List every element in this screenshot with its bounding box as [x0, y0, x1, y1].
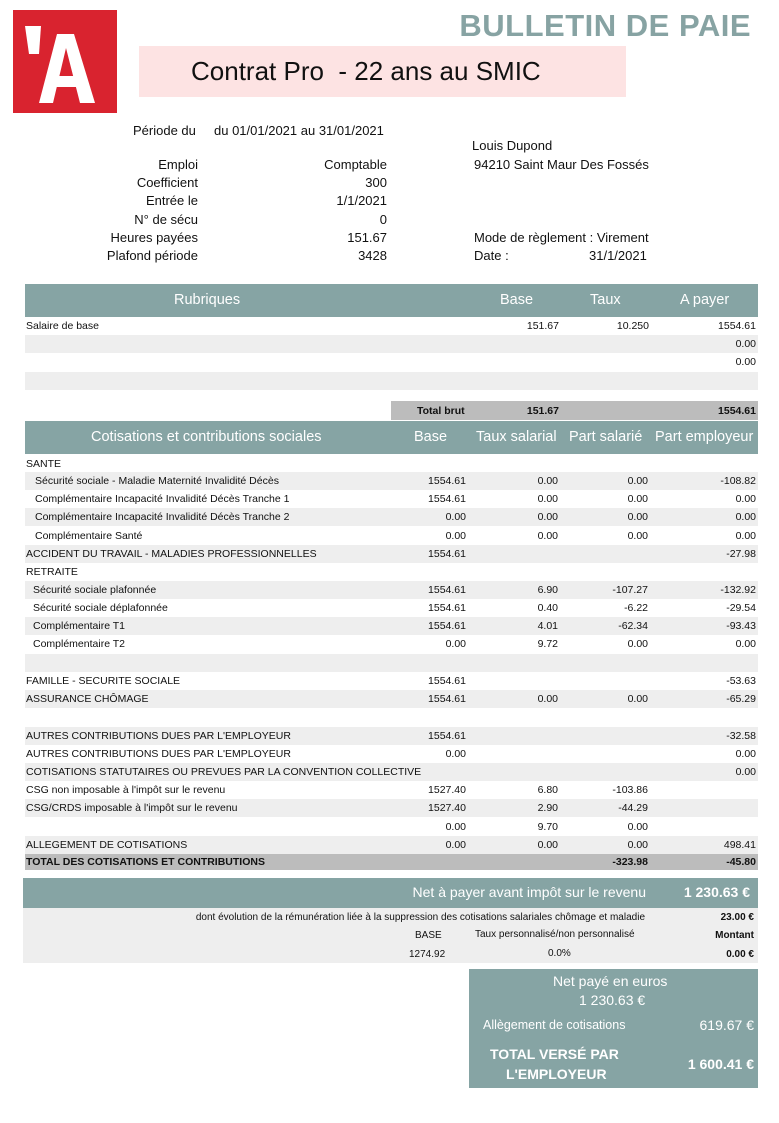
cotisation-label: Complémentaire Incapacité Invalidité Décès Tranche 2 [35, 511, 290, 523]
cotisation-part-employeur: -27.98 [726, 548, 756, 560]
cotisation-row [25, 799, 758, 817]
cotisation-row [25, 672, 758, 690]
cotisation-part-employeur: -29.54 [726, 602, 756, 614]
cotisation-row [25, 690, 758, 708]
cotisations-header-part-employeur: Part employeur [655, 429, 754, 445]
field-value-plafond: 3428 [358, 248, 387, 263]
periode-label: Période du [133, 123, 196, 138]
cotisation-part-salarie: 0.00 [627, 638, 648, 650]
pas-montant-label: Montant [715, 930, 754, 941]
cotisation-part-employeur: 0.00 [735, 511, 756, 523]
cotisation-part-salarie: -103.86 [612, 784, 648, 796]
cotisation-label: AUTRES CONTRIBUTIONS DUES PAR L'EMPLOYEUR [26, 730, 291, 742]
cotisation-part-salarie: 0.00 [627, 475, 648, 487]
cotisation-part-salarie: 0.00 [627, 530, 648, 542]
cotisation-part-employeur: 498.41 [723, 839, 756, 851]
cotisation-base: 0.00 [445, 839, 466, 851]
cotisation-base: 0.00 [445, 821, 466, 833]
cotisation-row [25, 599, 758, 617]
net-avant-impot-label: Net à payer avant impôt sur le revenu [412, 884, 646, 900]
employee-name: Louis Dupond [472, 138, 553, 153]
cotisation-taux-salarial: 6.90 [537, 584, 558, 596]
total-cotisations-part-employeur: -45.80 [726, 856, 756, 868]
cotisation-taux-salarial: 0.00 [537, 530, 558, 542]
cotisation-label: Sécurité sociale plafonnée [33, 584, 157, 596]
cotisation-part-salarie: -107.27 [612, 584, 648, 596]
evolution-label: dont évolution de la rémunération liée à la suppression des cotisations salariales chômage et maladie [195, 912, 645, 923]
field-value-entree: 1/1/2021 [336, 193, 387, 208]
field-value-coefficient: 300 [365, 175, 387, 190]
cotisation-part-employeur: -65.29 [726, 693, 756, 705]
cotisation-part-salarie: -44.29 [618, 802, 648, 814]
cotisation-row [25, 708, 758, 726]
cotisation-part-employeur: 0.00 [735, 530, 756, 542]
cotisation-base: 1554.61 [428, 602, 466, 614]
cotisation-label: Sécurité sociale - Maladie Maternité Invalidité Décès [35, 475, 279, 487]
rubriques-header-base: Base [500, 292, 534, 308]
cotisations-header-title: Cotisations et contributions sociales [91, 429, 322, 445]
cotisation-base: 1527.40 [428, 784, 466, 796]
net-avant-impot-band [23, 878, 758, 908]
cotisation-taux-salarial: 0.00 [537, 475, 558, 487]
cotisation-label: ACCIDENT DU TRAVAIL - MALADIES PROFESSIONNELLES [26, 548, 317, 560]
logo-letter-a-icon [13, 10, 117, 113]
cotisation-base: 0.00 [445, 511, 466, 523]
rubrique-apayer: 0.00 [735, 356, 756, 368]
rubriques-header-apayer: A payer [680, 292, 730, 308]
pas-area [23, 908, 758, 963]
pas-taux-value: 0.0% [548, 948, 571, 959]
cotisation-taux-salarial: 6.80 [537, 784, 558, 796]
cotisation-row [25, 617, 758, 635]
cotisation-base: 0.00 [445, 530, 466, 542]
cotisation-row [25, 581, 758, 599]
cotisation-label: FAMILLE - SECURITE SOCIALE [26, 675, 181, 687]
cotisation-taux-salarial: 0.00 [537, 839, 558, 851]
rubriques-header [25, 284, 758, 317]
cotisations-header-part-salarie: Part salarié [569, 429, 643, 445]
contract-title: Contrat Pro - 22 ans au SMIC [139, 46, 626, 97]
allegement-value: 619.67 € [699, 1017, 754, 1033]
cotisations-header [25, 421, 758, 454]
cotisation-row [25, 781, 758, 799]
cotisation-row [25, 818, 758, 836]
total-brut-row [391, 401, 758, 420]
pas-taux-label: Taux personnalisé/non personnalisé [475, 929, 635, 940]
rubrique-row [25, 335, 758, 353]
cotisation-row [25, 508, 758, 526]
rubrique-row [25, 317, 758, 335]
field-label-plafond: Plafond période [106, 248, 198, 263]
cotisation-base: 1554.61 [428, 475, 466, 487]
cotisation-row [25, 727, 758, 745]
cotisation-part-employeur: 0.00 [735, 493, 756, 505]
total-brut-apayer: 1554.61 [718, 405, 756, 417]
field-label-entree: Entrée le [145, 193, 198, 208]
cotisation-part-salarie: 0.00 [627, 693, 648, 705]
pas-base-value: 1274.92 [409, 949, 446, 960]
cotisation-label: AUTRES CONTRIBUTIONS DUES PAR L'EMPLOYEUR [26, 748, 291, 760]
cotisation-label: Complémentaire Incapacité Invalidité Décès Tranche 1 [35, 493, 290, 505]
cotisation-part-employeur: 0.00 [735, 638, 756, 650]
field-value-heures: 151.67 [347, 230, 387, 245]
rubrique-taux: 10.250 [616, 320, 649, 332]
rubriques-header-taux: Taux [590, 292, 621, 308]
cotisation-base: 1527.40 [428, 802, 466, 814]
field-value-secu: 0 [379, 212, 387, 227]
cotisation-part-salarie: 0.00 [627, 821, 648, 833]
date-value: 31/1/2021 [589, 248, 647, 263]
cotisation-label: COTISATIONS STATUTAIRES OU PREVUES PAR LA CONVENTION COLLECTIVE [26, 766, 422, 778]
rubrique-apayer: 0.00 [735, 338, 756, 350]
cotisation-label: Complémentaire T1 [33, 620, 126, 632]
cotisations-header-base: Base [414, 429, 448, 445]
cotisation-label: Complémentaire Santé [35, 530, 143, 542]
cotisation-base: 1554.61 [428, 584, 466, 596]
cotisation-label: RETRAITE [26, 566, 78, 578]
cotisation-taux-salarial: 9.70 [537, 821, 558, 833]
rubrique-apayer: 1554.61 [718, 320, 756, 332]
cotisation-base: 0.00 [445, 748, 466, 760]
field-label-heures: Heures payées [110, 230, 198, 245]
cotisation-part-salarie: -62.34 [618, 620, 648, 632]
total-brut-base: 151.67 [526, 405, 559, 417]
cotisation-label: ASSURANCE CHÔMAGE [26, 693, 149, 705]
cotisation-row [25, 563, 758, 581]
cotisation-part-employeur: 0.00 [735, 766, 756, 778]
pas-base-label: BASE [415, 930, 442, 941]
rubrique-label: Salaire de base [26, 320, 99, 332]
cotisation-base: 1554.61 [428, 493, 466, 505]
cotisation-taux-salarial: 2.90 [537, 802, 558, 814]
cotisation-label: Complémentaire T2 [33, 638, 126, 650]
cotisations-header-taux: Taux salarial [476, 429, 557, 445]
cotisation-label: ALLEGEMENT DE COTISATIONS [26, 839, 188, 851]
cotisation-base: 1554.61 [428, 730, 466, 742]
cotisation-part-salarie: -6.22 [624, 602, 648, 614]
field-value-emploi: Comptable [324, 157, 387, 172]
cotisation-label: CSG non imposable à l'impôt sur le revenu [26, 784, 226, 796]
cotisation-base: 1554.61 [428, 620, 466, 632]
total-verse-line1: TOTAL VERSÉ PAR [490, 1046, 619, 1062]
pas-montant-value: 0.00 € [726, 949, 754, 960]
total-cotisations-row [25, 854, 758, 870]
cotisation-label: CSG/CRDS imposable à l'impôt sur le revenu [26, 802, 238, 814]
cotisation-row [25, 527, 758, 545]
field-label-secu: N° de sécu [134, 212, 198, 227]
total-verse-line2: L'EMPLOYEUR [506, 1066, 607, 1082]
cotisation-taux-salarial: 0.00 [537, 693, 558, 705]
payment-mode: Mode de règlement : Virement [474, 230, 649, 245]
periode-value: du 01/01/2021 au 31/01/2021 [214, 123, 384, 138]
cotisation-row [25, 654, 758, 672]
date-label: Date : [474, 248, 509, 263]
cotisation-row [25, 455, 758, 473]
cotisation-base: 1554.61 [428, 548, 466, 560]
field-label-emploi: Emploi [158, 157, 198, 172]
cotisation-label: Sécurité sociale déplafonnée [33, 602, 168, 614]
cotisation-base: 1554.61 [428, 675, 466, 687]
cotisation-taux-salarial: 9.72 [537, 638, 558, 650]
company-logo [13, 10, 117, 113]
cotisation-row [25, 763, 758, 781]
employee-city: 94210 Saint Maur Des Fossés [474, 157, 649, 172]
cotisation-part-salarie: 0.00 [627, 839, 648, 851]
cotisation-part-employeur: -32.58 [726, 730, 756, 742]
field-label-coefficient: Coefficient [136, 175, 198, 190]
cotisation-part-employeur: -108.82 [720, 475, 756, 487]
cotisation-taux-salarial: 0.00 [537, 511, 558, 523]
cotisation-part-salarie: 0.00 [627, 493, 648, 505]
cotisation-row [25, 472, 758, 490]
rubrique-row [25, 372, 758, 390]
total-brut-label: Total brut [417, 405, 465, 417]
cotisation-base: 0.00 [445, 638, 466, 650]
cotisation-label: SANTE [26, 458, 62, 470]
rubrique-base: 151.67 [526, 320, 559, 332]
total-cotisations-part-salarie: -323.98 [612, 856, 648, 868]
cotisation-part-employeur: -93.43 [726, 620, 756, 632]
cotisation-base: 1554.61 [428, 693, 466, 705]
evolution-value: 23.00 € [720, 912, 754, 923]
total-cotisations-label: TOTAL DES COTISATIONS ET CONTRIBUTIONS [26, 856, 265, 868]
document-title: BULLETIN DE PAIE [459, 8, 751, 43]
summary-box [469, 969, 758, 1088]
cotisation-part-salarie: 0.00 [627, 511, 648, 523]
cotisation-taux-salarial: 4.01 [537, 620, 558, 632]
net-avant-impot-value: 1 230.63 € [683, 884, 750, 900]
cotisation-row [25, 490, 758, 508]
rubrique-row [25, 353, 758, 371]
cotisation-part-employeur: 0.00 [735, 748, 756, 760]
cotisation-part-employeur: -53.63 [726, 675, 756, 687]
rubriques-header-label: Rubriques [174, 292, 241, 308]
cotisation-taux-salarial: 0.40 [537, 602, 558, 614]
cotisation-row [25, 836, 758, 854]
net-paye-value: 1 230.63 € [579, 992, 646, 1008]
cotisation-row [25, 745, 758, 763]
cotisation-row [25, 545, 758, 563]
net-paye-label: Net payé en euros [553, 973, 668, 989]
cotisation-row [25, 635, 758, 653]
allegement-label: Allègement de cotisations [483, 1018, 626, 1032]
cotisation-taux-salarial: 0.00 [537, 493, 558, 505]
cotisation-part-employeur: -132.92 [720, 584, 756, 596]
total-verse-value: 1 600.41 € [687, 1056, 754, 1072]
